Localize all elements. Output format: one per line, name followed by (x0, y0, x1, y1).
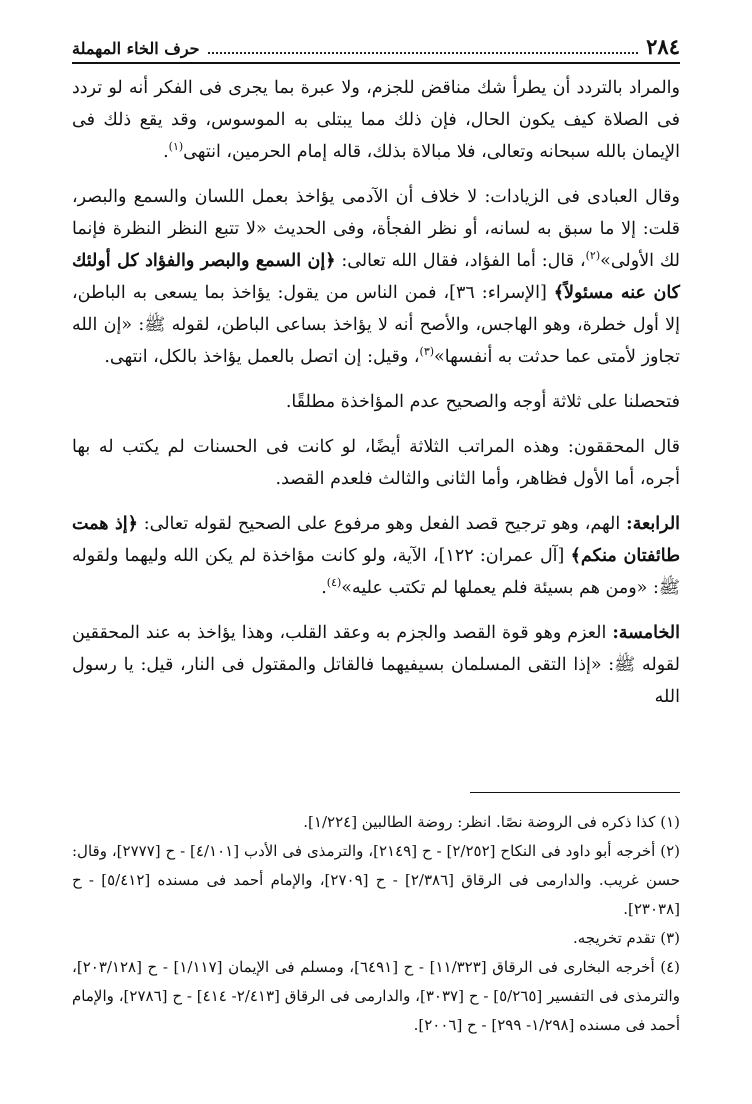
footnote-2: (٢) أخرجه أبو داود فى النكاح [٢/٢٥٢] - ح [٢١٤٩]، والترمذى فى الأدب [٤/١٠١] - ح [٢٧٧٧]، وقال: حسن غريب. والدارمى فى الرقاق [٢/٣٨٦] - ح [٢٧٠٩]، والإمام أحمد فى مسنده [٥/٤١٢] - ح [٢٣٠٣٨]. (72, 842, 681, 918)
paragraph-fifth: الخامسة: العزم وهو قوة القصد والجزم به وعقد القلب، وهذا يؤاخذ به عند المحققين لقوله ﷺ: «إذا التقى المسلمان بسيفيهما فالقاتل والمقتول فى النار، قيل: يا رسول الله (72, 623, 680, 707)
footnote-ref-3: (٣) (419, 345, 435, 359)
footnote-3: (٣) تقدم تخريجه. (572, 929, 680, 947)
paragraph-muhaqqiqun: قال المحققون: وهذه المراتب الثلاثة أيضًا، لو كانت فى الحسنات لم يكتب له بها أجره، أما الأول فظاهر، وأما الثانى والثالث فلعدم القصد. (72, 437, 680, 489)
page-number: ٢٨٤ (646, 34, 680, 59)
heading-fifth: الخامسة: (612, 623, 680, 643)
paragraph-fourth: الرابعة: الهم، وهو ترجيح قصد الفعل وهو مرفوع على الصحيح لقوله تعالى: ﴿إذ همت طائفتان منكم﴾ [آل عمران: ١٢٢]، الآية، ولو كانت مؤاخذة لم يكن الله وليهما ولقوله ﷺ: «ومن هم بسيئة فلم يعملها لم تكتب عليه»$^{(٤)}$. (72, 514, 681, 598)
main-text (72, 72, 680, 713)
header-rule (72, 62, 680, 64)
footnotes (72, 808, 680, 1040)
chapter-title: حرف الخاء المهملة (72, 39, 200, 58)
paragraph-summary: فتحصلنا على ثلاثة أوجه والصحيح عدم المؤاخذة مطلقًا. (285, 392, 680, 412)
footnote-separator (470, 792, 680, 793)
footnote-ref-2: (٢) (585, 249, 601, 263)
paragraph-tradud: والمراد بالتردد أن يطرأ شك مناقض للجزم، ولا عبرة بما يجرى فى الفكر أنه لو تردد فى الصلاة كيف يكون الحال، فإن ذلك مما يبتلى به الموسوس، وقد يقع ذلك فى الإيمان بالله سبحانه وتعالى، فلا مبالاة بذلك، قاله إمام الحرمين، انتهى$^{(١)}$. (72, 78, 680, 162)
running-head (72, 34, 680, 60)
quran-verse-isra: ﴿إن السمع والبصر والفؤاد كل أولئك كان عنه مسئولاً﴾ (72, 251, 680, 303)
heading-fourth: الرابعة: (626, 514, 681, 534)
paragraph-abbadi: وقال العبادى فى الزيادات: لا خلاف أن الآدمى يؤاخذ بعمل اللسان والسمع والبصر، قلت: إلا ما سبق به لسانه، أو نظر الفجأة، وفى الحديث «لا تتبع النظر النظرة فإنما لك الأولى»$^{(٢)}$، قال: أما الفؤاد، فقال الله تعالى: ﴿إن السمع والبصر والفؤاد كل أولئك كان عنه مسئولاً﴾ [الإسراء: ٣٦]، فمن الناس من يقول: يؤاخذ بما يسعى به الباطن، إلا أول خطرة، وهو الهاجس، والأصح أنه لا يؤاخذ بساعى الباطن، لقوله ﷺ: «إن الله تجاوز لأمتى عما حدثت به أنفسها»$^{(٣)}$، وقيل: إن اتصل بالعمل يؤاخذ بالكل، انتهى. (72, 187, 681, 367)
footnote-ref-4: (٤) (326, 576, 342, 590)
dotted-leader (208, 51, 639, 54)
quran-verse-imran: ﴿إذ همت طائفتان منكم﴾ (72, 514, 681, 566)
footnote-1: (١) كذا ذكره فى الروضة نصًا. انظر: روضة الطالبين [١/٢٢٤]. (303, 813, 680, 831)
footnote-4: (٤) أخرجه البخارى فى الرقاق [١١/٣٢٣] - ح [٦٤٩١]، ومسلم فى الإيمان [١/١١٧] - ح [٢٠٣/١٢٨]، والترمذى فى التفسير [٥/٢٦٥] - ح [٣٠٣٧]، والدارمى فى الرقاق [٢/٤١٣- ٤١٤] - ح [٢٧٨٦]، والإمام أحمد فى مسنده [١/٢٩٨- ٢٩٩] - ح [٢٠٠٦]. (72, 958, 680, 1034)
footnote-ref-1: (١) (168, 140, 184, 154)
